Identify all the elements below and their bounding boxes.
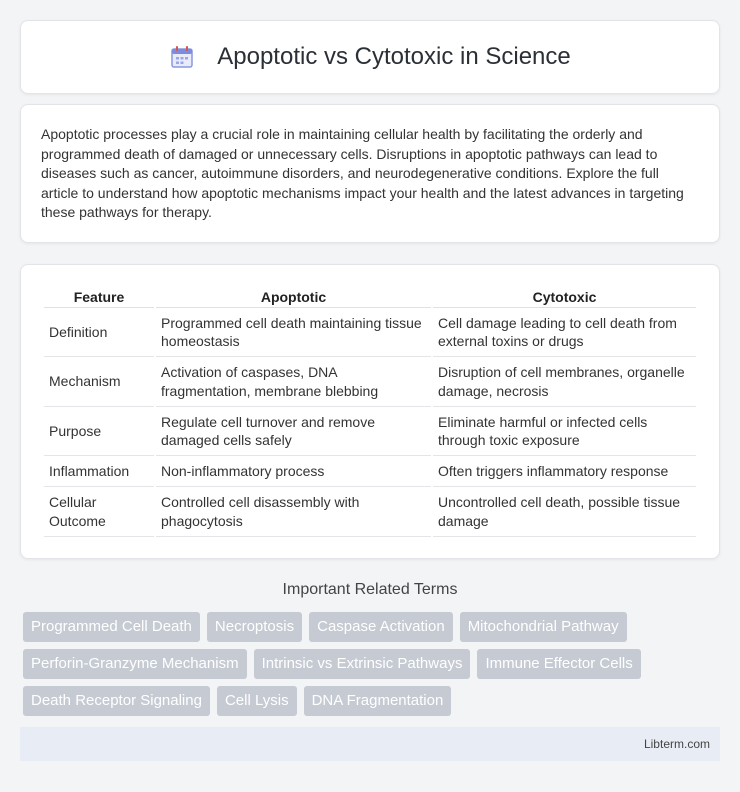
cell-apoptotic: Non-inflammatory process — [156, 456, 431, 487]
cell-cytotoxic: Cell damage leading to cell death from external toxins or drugs — [433, 308, 696, 357]
cell-feature: Purpose — [44, 407, 154, 456]
term-tag[interactable]: Caspase Activation — [309, 612, 453, 642]
comparison-table — [42, 285, 698, 537]
comparison-table-card — [20, 264, 720, 559]
cell-feature: Definition — [44, 308, 154, 357]
term-tag[interactable]: Necroptosis — [207, 612, 302, 642]
related-terms-section — [20, 581, 720, 716]
cell-apoptotic: Controlled cell disassembly with phagocytosis — [156, 487, 431, 536]
footer-site-link[interactable]: Libterm.com — [643, 737, 710, 751]
term-tag[interactable]: Death Receptor Signaling — [23, 686, 210, 716]
header-cytotoxic: Cytotoxic — [433, 285, 696, 308]
title-card — [20, 20, 720, 94]
page-title: Apoptotic vs Cytotoxic in Science — [217, 43, 571, 70]
term-tag[interactable]: Programmed Cell Death — [23, 612, 200, 642]
term-tag[interactable]: DNA Fragmentation — [304, 686, 452, 716]
table-row — [44, 456, 696, 487]
related-terms-list — [20, 612, 720, 716]
footer — [20, 727, 720, 761]
header-apoptotic: Apoptotic — [156, 285, 431, 308]
cell-cytotoxic: Disruption of cell membranes, organelle damage, necrosis — [433, 357, 696, 406]
term-tag[interactable]: Perforin-Granzyme Mechanism — [23, 649, 247, 679]
term-tag[interactable]: Intrinsic vs Extrinsic Pathways — [254, 649, 471, 679]
term-tag[interactable]: Immune Effector Cells — [477, 649, 640, 679]
related-terms-heading: Important Related Terms — [282, 581, 458, 598]
cell-cytotoxic: Often triggers inflammatory response — [433, 456, 696, 487]
calendar-icon — [169, 44, 195, 70]
table-row — [44, 487, 696, 536]
cell-cytotoxic: Uncontrolled cell death, possible tissue damage — [433, 487, 696, 536]
header-feature: Feature — [44, 285, 154, 308]
cell-apoptotic: Activation of caspases, DNA fragmentation, membrane blebbing — [156, 357, 431, 406]
table-row — [44, 308, 696, 357]
intro-paragraph: Apoptotic processes play a crucial role in maintaining cellular health by facilitating the orderly and programmed death of damaged or unnecessary cells. Disruptions in apoptotic pathways can lead to diseases such as cancer, autoimmune disorders, and neurodegenerative conditions. Explore the full article to understand how apoptotic mechanisms impact your health and the latest advances in targeting these pathways for therapy. — [41, 126, 684, 221]
cell-apoptotic: Programmed cell death maintaining tissue homeostasis — [156, 308, 431, 357]
cell-feature: Cellular Outcome — [44, 487, 154, 536]
cell-feature: Inflammation — [44, 456, 154, 487]
cell-apoptotic: Regulate cell turnover and remove damaged cells safely — [156, 407, 431, 456]
term-tag[interactable]: Cell Lysis — [217, 686, 297, 716]
intro-card — [20, 104, 720, 243]
cell-feature: Mechanism — [44, 357, 154, 406]
cell-cytotoxic: Eliminate harmful or infected cells through toxic exposure — [433, 407, 696, 456]
term-tag[interactable]: Mitochondrial Pathway — [460, 612, 627, 642]
table-header-row — [44, 285, 696, 308]
table-row — [44, 407, 696, 456]
table-row — [44, 357, 696, 406]
